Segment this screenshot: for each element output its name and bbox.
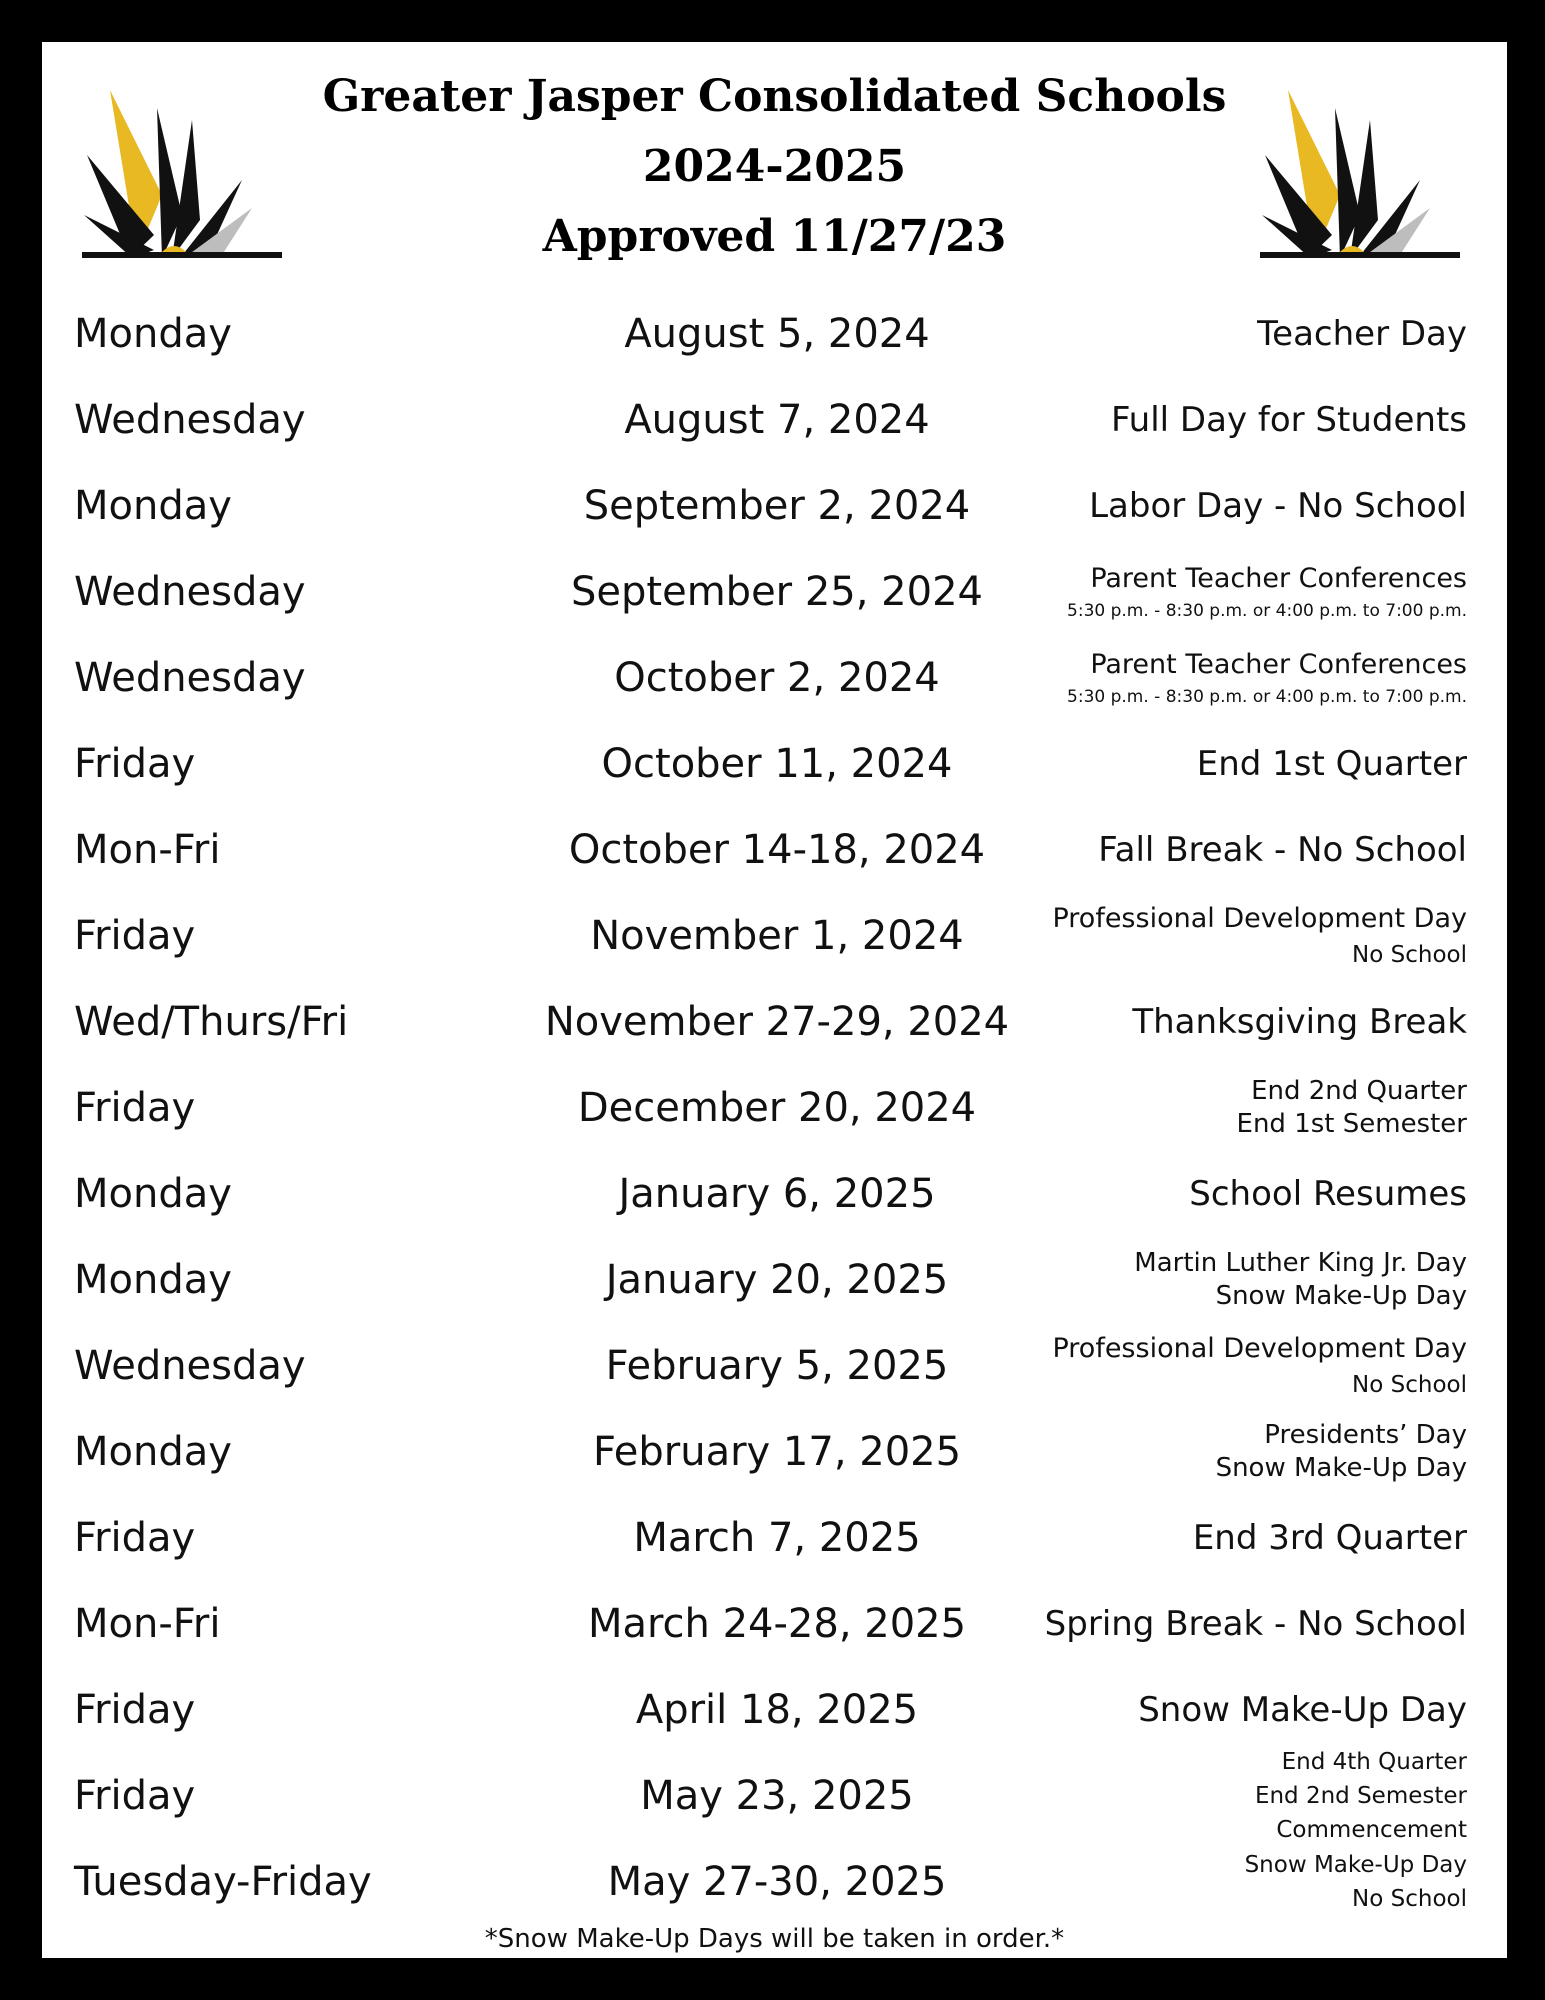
calendar-row [42,1667,1507,1753]
calendar-row [42,893,1507,979]
calendar-row [42,291,1507,377]
day-label: Friday [74,913,196,959]
event-line: Presidents’ Day [1264,1420,1467,1450]
day-label: Monday [74,311,232,357]
event-line: Snow Make-Up Day [1138,1690,1467,1730]
day-label: Tuesday-Friday [74,1859,372,1905]
event-line: Professional Development Day [1052,1333,1467,1364]
calendar-row [42,1581,1507,1667]
event-line: Teacher Day [1257,314,1467,354]
event-description [947,1151,1467,1237]
calendar-row [42,1065,1507,1151]
day-label: Mon-Fri [74,1601,221,1647]
calendar-row [42,1495,1507,1581]
event-description [947,463,1467,549]
event-line: Spring Break - No School [1044,1604,1467,1644]
calendar-row [42,635,1507,721]
event-description [947,1323,1467,1409]
date-label: November 27-29, 2024 [544,999,1010,1045]
calendar-row [42,1151,1507,1237]
event-description [947,1839,1467,1925]
day-label: Friday [74,1687,196,1733]
date-label: May 23, 2025 [640,1773,914,1819]
calendar-row [42,807,1507,893]
title-line-3: Approved 11/27/23 [542,211,1007,262]
calendar-row [42,1323,1507,1409]
date-label: February 5, 2025 [605,1343,949,1389]
page-title [292,62,1257,272]
day-label: Friday [74,1085,196,1131]
event-time-note: 5:30 p.m. - 8:30 p.m. or 4:00 p.m. to 7:00 p.m. [1067,687,1467,707]
event-line: School Resumes [1189,1174,1467,1214]
date-label: November 1, 2024 [590,913,964,959]
day-label: Friday [74,1515,196,1561]
day-label: Monday [74,1429,232,1475]
event-line: Parent Teacher Conferences [1090,563,1467,594]
sunburst-book-icon [1260,80,1460,260]
day-label: Wednesday [74,1343,306,1389]
event-description [947,1409,1467,1495]
event-description [947,979,1467,1065]
event-description [947,1667,1467,1753]
event-description [947,1495,1467,1581]
event-description [947,721,1467,807]
date-label: December 20, 2024 [577,1085,977,1131]
calendar-row [42,1237,1507,1323]
event-description [947,893,1467,979]
event-description [947,1581,1467,1667]
footnote: *Snow Make-Up Days will be taken in order.* [484,1924,1065,1954]
event-line: End 1st Semester [1236,1109,1467,1139]
date-label: January 20, 2025 [605,1257,949,1303]
event-description [947,549,1467,635]
event-line: No School [1352,1372,1467,1398]
day-label: Monday [74,483,232,529]
date-label: October 14-18, 2024 [568,827,986,873]
date-label: May 27-30, 2025 [607,1859,947,1905]
event-line: Labor Day - No School [1089,486,1467,526]
event-line: Thanksgiving Break [1132,1002,1467,1042]
event-line: End 4th Quarter [1281,1749,1467,1775]
event-line: Parent Teacher Conferences [1090,649,1467,680]
event-line: Full Day for Students [1110,400,1467,440]
calendar-row [42,979,1507,1065]
day-label: Monday [74,1171,232,1217]
calendar-row [42,1749,1507,1843]
calendar-row [42,377,1507,463]
event-line: Fall Break - No School [1098,830,1467,870]
date-label: April 18, 2025 [635,1687,919,1733]
day-label: Wed/Thurs/Fri [74,999,349,1045]
event-line: No School [1352,942,1467,968]
date-label: August 7, 2024 [624,397,930,443]
event-line: End 2nd Quarter [1251,1076,1467,1106]
calendar-page [42,42,1507,1958]
event-line: Commencement [1276,1817,1467,1843]
event-line: Snow Make-Up Day [1215,1453,1467,1483]
event-line: End 1st Quarter [1196,744,1467,784]
calendar-row [42,1409,1507,1495]
calendar-row [42,1839,1507,1925]
date-label: August 5, 2024 [624,311,930,357]
event-description [947,807,1467,893]
date-label: September 25, 2024 [571,569,983,615]
day-label: Monday [74,1257,232,1303]
day-label: Wednesday [74,397,306,443]
date-label: February 17, 2025 [592,1429,962,1475]
day-label: Friday [74,741,196,787]
title-line-2: 2024-2025 [642,141,907,192]
day-label: Mon-Fri [74,827,221,873]
sunburst-book-icon [82,80,282,260]
event-line: Martin Luther King Jr. Day [1134,1248,1467,1278]
date-label: October 2, 2024 [614,655,940,701]
date-label: March 24-28, 2025 [587,1601,967,1647]
date-label: January 6, 2025 [618,1171,936,1217]
event-description [947,1237,1467,1323]
event-description [947,635,1467,721]
day-label: Friday [74,1773,196,1819]
event-line: Professional Development Day [1052,903,1467,934]
date-label: September 2, 2024 [583,483,971,529]
event-line: Snow Make-Up Day [1244,1852,1467,1878]
event-description [947,377,1467,463]
event-description [947,1749,1467,1843]
day-label: Wednesday [74,655,306,701]
date-label: October 11, 2024 [601,741,953,787]
title-line-1: Greater Jasper Consolidated Schools [322,71,1227,122]
calendar-row [42,463,1507,549]
event-line: End 3rd Quarter [1192,1518,1467,1558]
day-label: Wednesday [74,569,306,615]
event-line: Snow Make-Up Day [1215,1281,1467,1311]
event-description [947,1065,1467,1151]
event-line: No School [1352,1886,1467,1912]
date-label: March 7, 2025 [633,1515,921,1561]
event-description [947,291,1467,377]
calendar-row [42,549,1507,635]
calendar-row [42,721,1507,807]
event-time-note: 5:30 p.m. - 8:30 p.m. or 4:00 p.m. to 7:00 p.m. [1067,601,1467,621]
event-line: End 2nd Semester [1254,1783,1467,1809]
